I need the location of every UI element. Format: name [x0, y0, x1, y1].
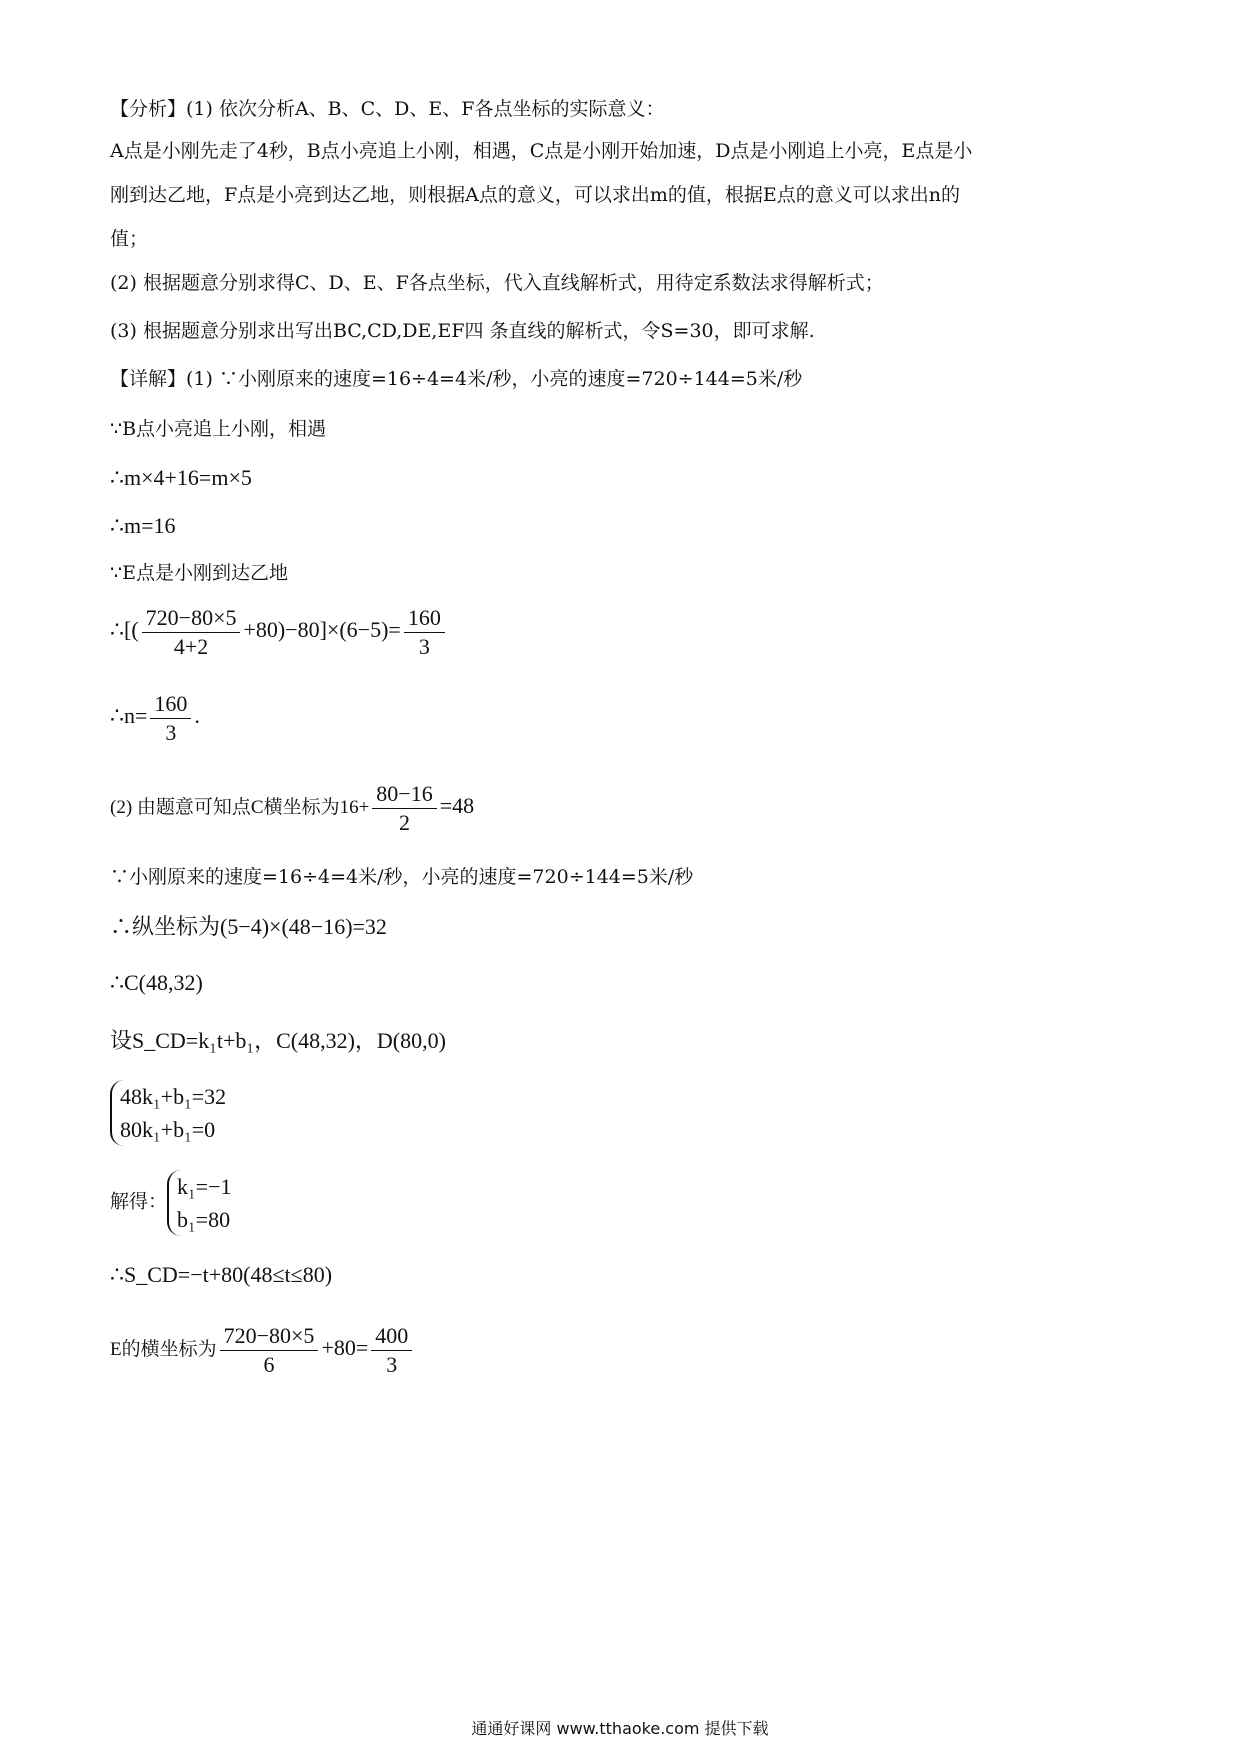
- detail-line-5: ∵E点是小刚到达乙地: [110, 562, 288, 584]
- eq-prefix: ∴[(: [110, 617, 139, 643]
- detail-line-4: ∴m=16: [110, 513, 176, 538]
- fraction-result: $\frac{400}{3}$: [371, 1322, 412, 1378]
- fraction-result: $\frac{160}{3}$: [404, 604, 445, 660]
- equation-n-calc: [110, 604, 448, 660]
- eq-prefix: ∴n=: [110, 703, 148, 729]
- eq-prefix: (2) 由题意可知点C横坐标为16+: [110, 797, 370, 819]
- equation-n-value: [110, 690, 200, 746]
- part2-line-3: ∴纵坐标为(5−4)×(48−16)=32: [110, 914, 387, 939]
- detail-line-3: ∴m×4+16=m×5: [110, 465, 252, 490]
- equation-system-2: 解得： k₁=−1 b₁=80: [110, 1170, 232, 1236]
- fraction: $\frac{720-80\times 5}{4+2}$: [142, 604, 241, 660]
- fraction: $\frac{80-16}{2}$: [372, 780, 436, 836]
- analysis-line-2: A点是小刚先走了4秒，B点小亮追上小刚，相遇，C点是小刚开始加速，D点是小刚追上小亮，E点是小: [110, 140, 973, 162]
- part2-line-4: ∴C(48,32): [110, 970, 203, 995]
- eq-middle: +80)−80]×(6−5)=: [243, 617, 401, 643]
- eq-middle: +80=: [321, 1335, 369, 1361]
- analysis-line-1: 【分析】(1) 依次分析A、B、C、D、E、F各点坐标的实际意义：: [110, 98, 665, 120]
- equation-e-x: [110, 1322, 415, 1378]
- analysis-line-5: (2) 根据题意分别求得C、D、E、F各点坐标，代入直线解析式，用待定系数法求得解析式；: [110, 272, 884, 294]
- part2-line-2: ∵小刚原来的速度=16÷4=4米/秒，小亮的速度=720÷144=5米/秒: [110, 866, 694, 888]
- equation-system-1: 48k₁+b₁=32 80k₁+b₁=0: [110, 1080, 226, 1146]
- detail-line-1: 【详解】(1) ∵小刚原来的速度=16÷4=4米/秒，小亮的速度=720÷144=5米/秒: [110, 368, 803, 390]
- eq-suffix: .: [194, 703, 200, 729]
- eq-suffix: =48: [439, 793, 475, 819]
- page-footer[interactable]: 通通好课网 www.tthaoke.com 提供下载: [471, 1719, 769, 1738]
- part2-line-1: [110, 780, 474, 836]
- part2-line-8: ∴S_CD=−t+80(48≤t≤80): [110, 1262, 333, 1287]
- fraction: $\frac{720-80\times 5}{6}$: [220, 1322, 319, 1378]
- part2-line-5: 设S_CD=k₁t+b₁，C(48,32)，D(80,0): [110, 1028, 446, 1053]
- fraction: $\frac{160}{3}$: [150, 690, 191, 746]
- eq-prefix: E的横坐标为: [110, 1339, 217, 1361]
- detail-line-2: ∵B点小亮追上小刚，相遇: [110, 418, 327, 440]
- analysis-line-3: 刚到达乙地，F点是小亮到达乙地，则根据A点的意义，可以求出m的值，根据E点的意义可以求出n的: [110, 184, 961, 206]
- solution-label: 解得：: [110, 1191, 168, 1213]
- analysis-line-6: (3) 根据题意分别求出写出BC,CD,DE,EF四 条直线的解析式，令S=30，即可求解.: [110, 320, 815, 342]
- analysis-line-4: 值；: [110, 228, 149, 250]
